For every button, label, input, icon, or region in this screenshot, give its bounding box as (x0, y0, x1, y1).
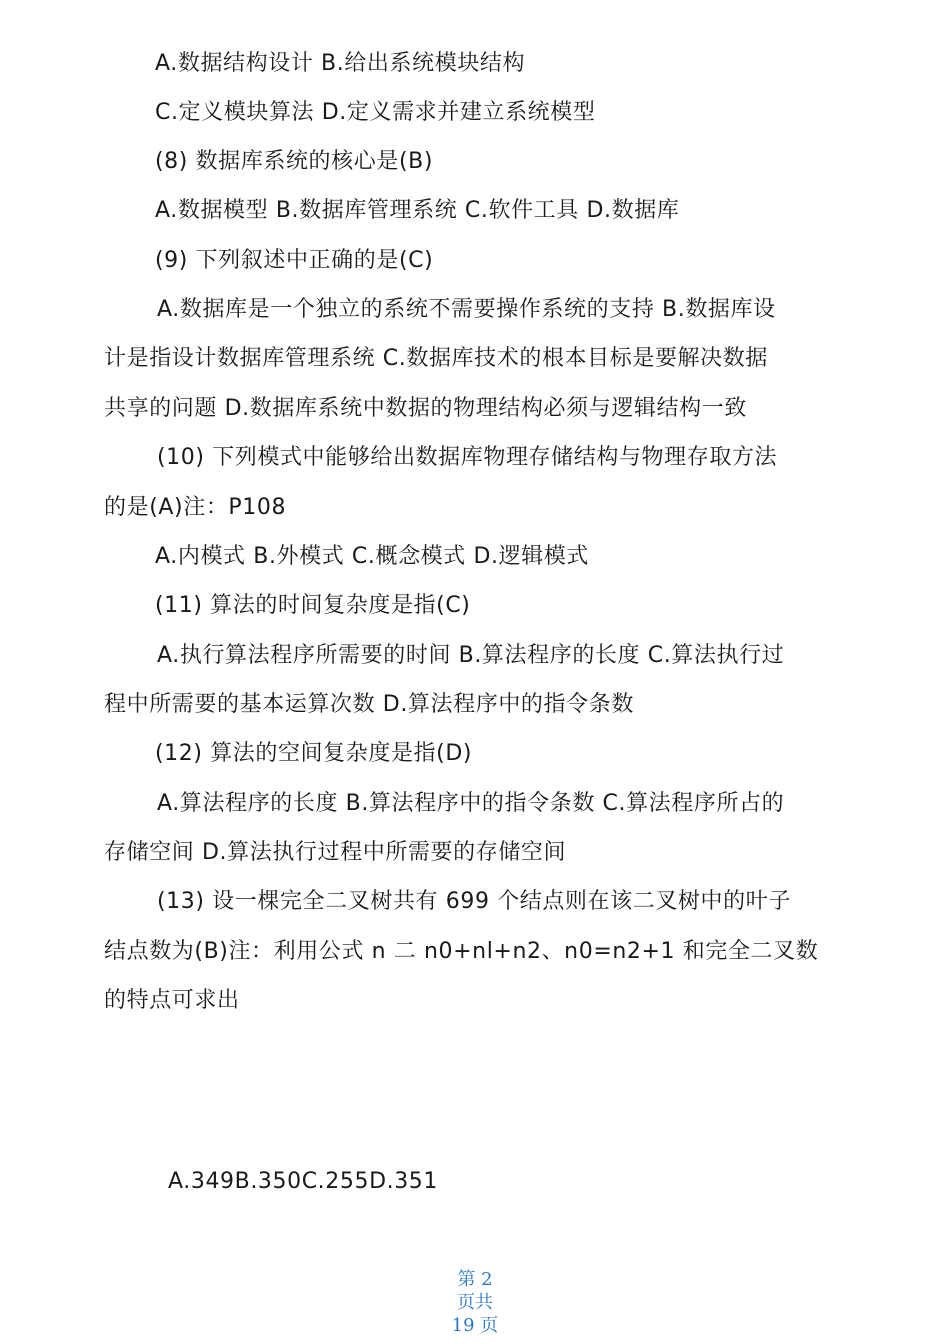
text-line-14: 程中所需要的基本运算次数 D.算法程序中的指令条数 (104, 692, 634, 717)
text-line-6: A.数据库是一个独立的系统不需要操作系统的支持 B.数据库设 (157, 297, 776, 322)
text-line-20: 的特点可求出 (104, 988, 240, 1013)
page-footer-line-2: 页共 (457, 1292, 493, 1313)
text-line-17: 存储空间 D.算法执行过程中所需要的存储空间 (104, 840, 567, 865)
question-13: (13) 设一棵完全二叉树共有 699 个结点则在该二叉树中的叶子 (157, 889, 791, 914)
text-line-10: 的是(A)注：P108 (104, 495, 287, 520)
text-line-21: A.349B.350C.255D.351 (168, 1169, 438, 1194)
text-line-13: A.执行算法程序所需要的时间 B.算法程序的长度 C.算法执行过 (157, 643, 785, 668)
text-line-1: A.数据结构设计 B.给出系统模块结构 (155, 51, 526, 76)
question-8: (8) 数据库系统的核心是(B) (155, 149, 434, 174)
question-11: (11) 算法的时间复杂度是指(C) (155, 593, 471, 618)
question-10: (10) 下列模式中能够给出数据库物理存储结构与物理存取方法 (157, 445, 778, 470)
question-9: (9) 下列叙述中正确的是(C) (155, 248, 434, 273)
text-line-2: C.定义模块算法 D.定义需求并建立系统模型 (155, 100, 596, 125)
text-line-7: 计是指设计数据库管理系统 C.数据库技术的根本目标是要解决数据 (104, 346, 768, 371)
page-footer-line-1: 第 2 (457, 1269, 493, 1290)
text-line-16: A.算法程序的长度 B.算法程序中的指令条数 C.算法程序所占的 (157, 791, 785, 816)
text-line-11: A.内模式 B.外模式 C.概念模式 D.逻辑模式 (155, 544, 590, 569)
text-line-4: A.数据模型 B.数据库管理系统 C.软件工具 D.数据库 (155, 198, 680, 223)
text-line-8: 共享的问题 D.数据库系统中数据的物理结构必须与逻辑结构一致 (104, 396, 747, 421)
question-12: (12) 算法的空间复杂度是指(D) (155, 741, 473, 766)
text-line-19: 结点数为(B)注：利用公式 n 二 n0+nl+n2、n0=n2+1 和完全二叉数 (104, 939, 819, 964)
page-footer-line-3: 19 页 (451, 1315, 499, 1336)
